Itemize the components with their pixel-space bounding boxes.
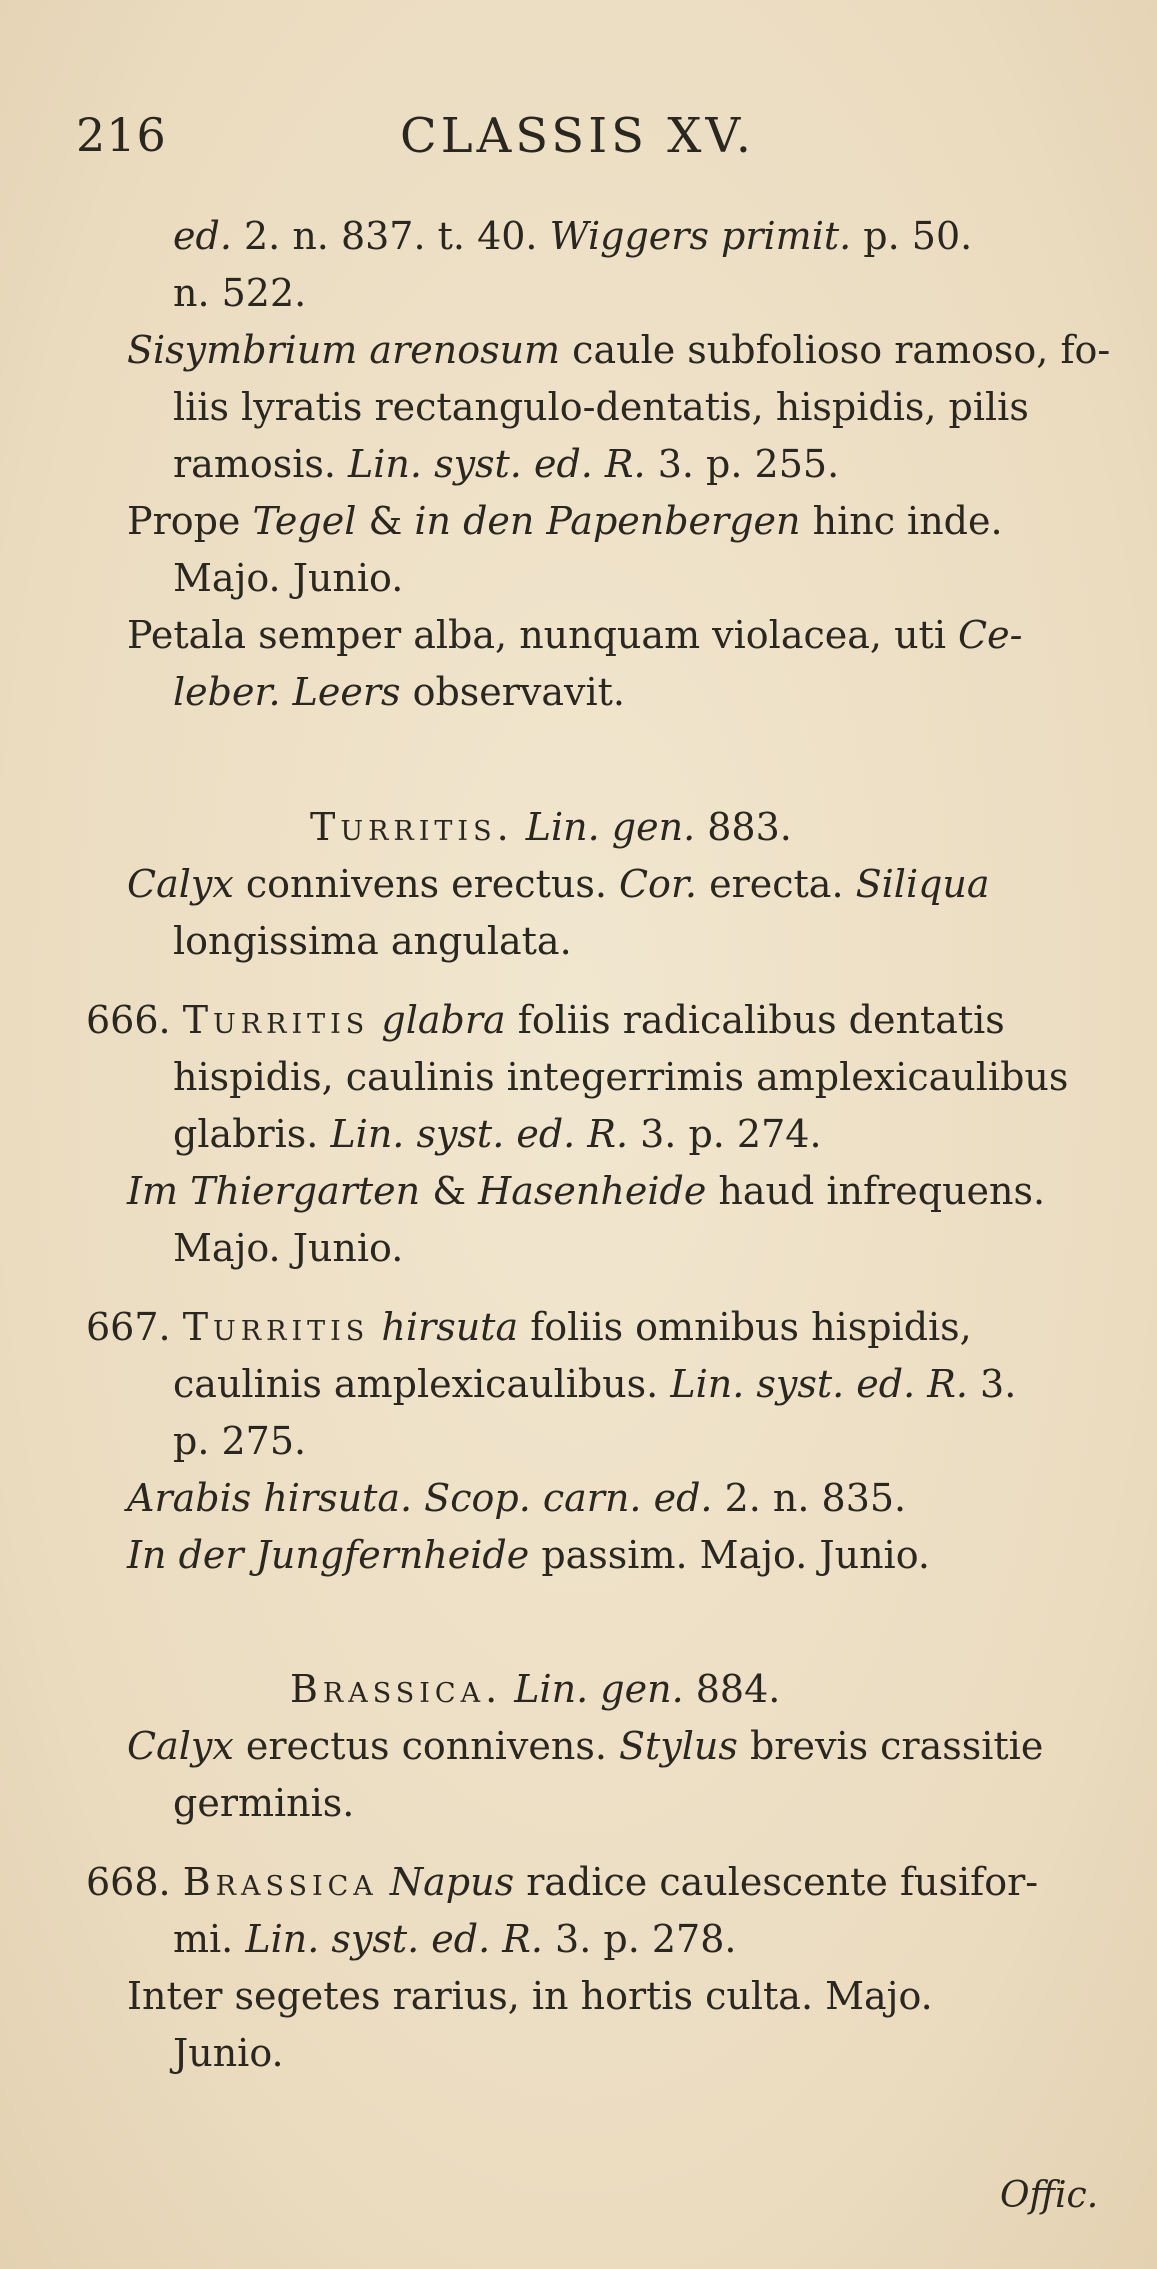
text-segment: In der Jungfernheide <box>127 1533 530 1577</box>
text-line <box>173 1356 1016 1413</box>
text-line <box>173 1911 736 1968</box>
text-segment: foliis omnibus hispidis, <box>518 1305 972 1349</box>
text-segment: in den Papenbergen <box>414 499 801 543</box>
text-segment: Majo. Junio. <box>173 556 404 600</box>
text-segment: Lin. gen. <box>525 805 696 849</box>
text-segment: erecta. <box>697 862 856 906</box>
text-segment: Calyx <box>127 862 234 906</box>
text-segment: 3. p. 255. <box>645 442 840 486</box>
text-line <box>173 550 403 607</box>
text-segment: Turritis. <box>310 805 514 849</box>
text-segment: 667. <box>86 1305 183 1349</box>
text-line <box>173 1413 306 1470</box>
text-segment: 884. <box>683 1667 781 1711</box>
text-line <box>127 1968 933 2025</box>
text-line <box>173 1775 354 1832</box>
text-segment: Arabis hirsuta. Scop. carn. ed. <box>127 1476 713 1520</box>
text-segment: ramosis. <box>173 442 349 486</box>
text-line <box>310 799 792 856</box>
text-segment: glabra <box>381 998 506 1042</box>
text-line <box>127 1470 906 1527</box>
text-line <box>290 1661 780 1718</box>
text-line <box>173 664 625 721</box>
text-segment: Brassica. <box>290 1667 503 1711</box>
text-segment: Majo. Junio. <box>173 1226 404 1270</box>
text-segment: Wiggers primit. <box>549 214 852 258</box>
text-line <box>127 1163 1045 1220</box>
text-segment: n. 522. <box>173 271 307 315</box>
text-segment <box>369 998 381 1042</box>
text-segment: observavit. <box>400 670 626 714</box>
text-segment: Brassica <box>182 1860 378 1904</box>
text-line <box>173 436 839 493</box>
text-segment: Hasenheide <box>478 1169 707 1213</box>
text-segment: foliis radicalibus dentatis <box>505 998 1005 1042</box>
text-segment: Napus <box>389 1860 515 1904</box>
text-line <box>173 913 572 970</box>
text-segment: Calyx <box>127 1724 234 1768</box>
text-segment: ed. <box>173 214 232 258</box>
text-segment: brevis crassitie <box>737 1724 1044 1768</box>
text-segment: 3. <box>967 1362 1017 1406</box>
text-segment: mi. <box>173 1917 246 1961</box>
text-segment: 2. n. 837. t. 40. <box>231 214 550 258</box>
text-segment: germinis. <box>173 1781 355 1825</box>
text-segment: Lin. gen. <box>514 1667 684 1711</box>
text-segment: 2. n. 835. <box>712 1476 907 1520</box>
text-line <box>127 607 1022 664</box>
text-segment: Junio. <box>173 2031 284 2075</box>
text-segment: Petala semper alba, nunquam violacea, uti <box>127 613 959 657</box>
text-segment: Im Thiergarten <box>127 1169 421 1213</box>
text-segment: p. 50. <box>851 214 973 258</box>
running-title: CLASSIS XV. <box>400 108 755 164</box>
text-segment <box>378 1860 390 1904</box>
text-segment: passim. Majo. Junio. <box>529 1533 930 1577</box>
text-segment: connivens erectus. <box>233 862 619 906</box>
text-line <box>127 1527 930 1584</box>
text-line <box>173 2025 284 2082</box>
text-segment: p. 275. <box>173 1419 307 1463</box>
text-line <box>173 208 972 265</box>
text-segment: Sisymbrium arenosum <box>127 328 561 372</box>
catchword: Offic. <box>1000 2175 1099 2216</box>
text-line <box>173 1106 822 1163</box>
text-line <box>173 1220 403 1277</box>
text-line <box>173 265 306 322</box>
text-segment: 668. <box>86 1860 183 1904</box>
text-segment: Prope <box>127 499 253 543</box>
text-segment: caulinis amplexicaulibus. <box>173 1362 671 1406</box>
text-segment: Turritis <box>182 998 370 1042</box>
text-segment: hispidis, caulinis integerrimis amplexicaulibus <box>173 1055 1069 1099</box>
text-segment: 666. <box>86 998 183 1042</box>
text-segment: hirsuta <box>381 1305 519 1349</box>
text-segment: longissima angulata. <box>173 919 572 963</box>
text-segment: radice caulescente fusifor- <box>514 1860 1039 1904</box>
text-segment: Stylus <box>618 1724 738 1768</box>
text-segment: Inter segetes rarius, in hortis culta. Majo. <box>127 1974 933 2018</box>
text-segment: 883. <box>695 805 792 849</box>
text-segment: liis lyratis rectangulo-dentatis, hispidis, pilis <box>173 385 1029 429</box>
text-segment: Tegel <box>252 499 357 543</box>
text-segment <box>514 805 526 849</box>
text-line <box>127 493 1003 550</box>
text-line <box>173 379 1029 436</box>
text-segment: Lin. syst. ed. R. <box>245 1917 543 1961</box>
text-line <box>127 322 1110 379</box>
text-line <box>86 1854 1038 1911</box>
text-line <box>127 856 990 913</box>
text-segment: erectus connivens. <box>233 1724 619 1768</box>
text-segment: leber. Leers <box>173 670 401 714</box>
text-segment: 3. p. 278. <box>542 1917 737 1961</box>
text-segment: & <box>420 1169 479 1213</box>
text-line <box>86 1299 972 1356</box>
text-segment: glabris. <box>173 1112 331 1156</box>
text-segment: Turritis <box>182 1305 370 1349</box>
text-segment: & <box>356 499 415 543</box>
text-segment: haud infrequens. <box>706 1169 1046 1213</box>
text-line <box>86 992 1005 1049</box>
text-segment <box>502 1667 514 1711</box>
page-header <box>0 108 1157 168</box>
text-segment: Ce- <box>958 613 1023 657</box>
text-line <box>173 1049 1068 1106</box>
text-segment <box>369 1305 381 1349</box>
text-line <box>127 1718 1043 1775</box>
text-segment: 3. p. 274. <box>628 1112 822 1156</box>
text-segment: caule subfolioso ramoso, fo- <box>560 328 1111 372</box>
text-segment: Lin. syst. ed. R. <box>330 1112 629 1156</box>
text-segment: Siliqua <box>855 862 990 906</box>
page-number: 216 <box>76 108 167 162</box>
text-segment: Lin. syst. ed. R. <box>348 442 646 486</box>
text-segment: Lin. syst. ed. R. <box>670 1362 968 1406</box>
text-segment: hinc inde. <box>800 499 1003 543</box>
text-segment: Cor. <box>618 862 698 906</box>
